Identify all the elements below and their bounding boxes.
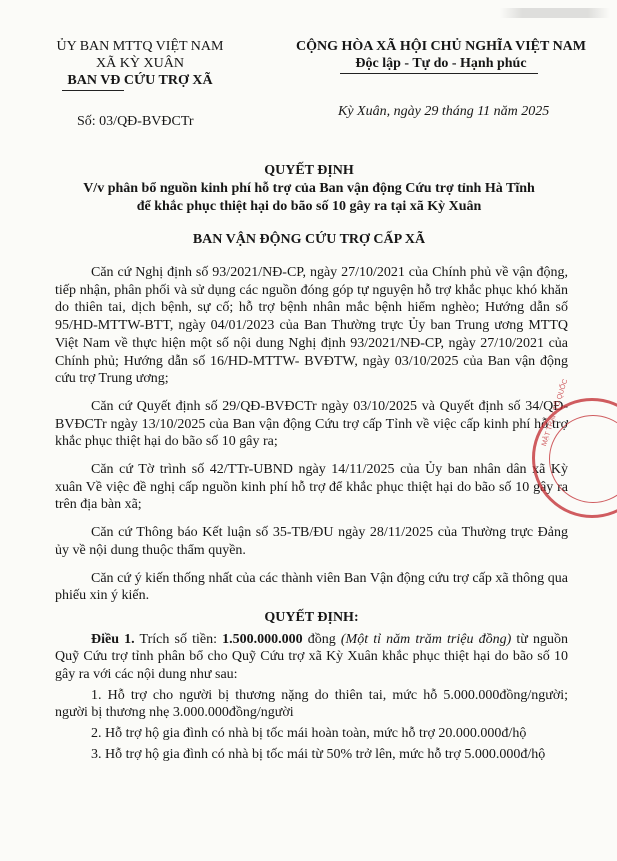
issuer-heading: BAN VẬN ĐỘNG CỨU TRỢ CẤP XÃ xyxy=(192,232,426,247)
article-1-intro: Trích số tiền: xyxy=(134,631,223,647)
motto-underline xyxy=(340,73,538,74)
issuing-agency-block xyxy=(16,38,264,89)
preamble-paragraph: Căn cứ Tờ trình số 42/TTr-UBND ngày 14/11/2025 của Ủy ban nhân dân xã Kỳ xuân Về việc đề nghị cấp nguồn kinh phí hỗ trợ để khắc phục thiệt hại do bão số 10 gây ra trên địa bàn xã; xyxy=(55,462,568,513)
support-item: 1. Hỗ trợ cho người bị thương nặng do thiên tai, mức hỗ 5.000.000đồng/người; người bị thương nhẹ 3.000.000đồng/người xyxy=(55,687,568,721)
seal-text: MẶT TRẬN TỔ QUỐC xyxy=(541,378,570,448)
document-body xyxy=(55,264,568,767)
national-motto: Độc lập - Tự do - Hạnh phúc xyxy=(355,56,527,71)
agency-name-line1: ỦY BAN MTTQ VIỆT NAM xyxy=(56,39,224,54)
title-summary-line2: để khắc phục thiệt hại do bão số 10 gây ra tại xã Kỳ Xuân xyxy=(136,199,482,214)
preamble-paragraph: Căn cứ Nghị định số 93/2021/NĐ-CP, ngày 27/10/2021 của Chính phủ về vận động, tiếp nhận, phân phối và sử dụng các nguồn đóng góp tự nguyện hỗ trợ khắc phục khó khăn do thiên tai, dịch bệnh, sự cố; hỗ trợ bệnh nhân mắc bệnh hiểm nghèo; Hướng dẫn số 95/HD-MTTW-BTT, ngày 04/01/2023 của Ban Thường trực Ủy ban Trung ương MTTQ Việt Nam về thực hiện một số nội dung Nghị định 93/2021/NĐ-CP, ngày 27/10/2021 của Chính phủ; Hướng dẫn số 16/HD-MTTW- BVĐTW, ngày 03/10/2025 của Ban vận động cứu trợ Trung ương; xyxy=(55,265,568,387)
issuing-unit: BAN VĐ CỨU TRỢ XÃ xyxy=(67,73,213,88)
agency-name-line2: XÃ KỲ XUÂN xyxy=(96,56,184,71)
article-1 xyxy=(55,631,568,684)
document-number: Số: 03/QĐ-BVĐCTr xyxy=(77,114,194,129)
article-1-amount-words: (Một tỉ năm trăm triệu đồng) xyxy=(340,631,512,647)
article-1-body: từ nguồn Quỹ Cứu trợ tỉnh phân bổ cho Quỹ Cứu trợ xã Kỳ Xuân khắc phục thiệt hại do bão số 10 gây ra với các nội dung như sau: xyxy=(55,631,569,683)
article-1-amount-unit: đồng xyxy=(302,631,341,647)
article-1-label: Điều 1. xyxy=(91,631,135,647)
decision-heading: QUYẾT ĐỊNH: xyxy=(264,609,359,625)
preamble-paragraph: Căn cứ Thông báo Kết luận số 35-TB/ĐU ngày 28/11/2025 của Thường trực Đảng ủy về nội dung thuộc thẩm quyền. xyxy=(55,525,568,558)
document-title xyxy=(26,162,592,216)
article-1-amount: 1.500.000.000 xyxy=(222,631,303,647)
seal-inner-ring xyxy=(549,415,617,503)
scan-mark xyxy=(500,8,610,18)
preamble-paragraph: Căn cứ ý kiến thống nhất của các thành viên Ban Vận động cứu trợ cấp xã thông qua phiếu xin ý kiến. xyxy=(55,570,568,604)
agency-underline xyxy=(62,90,124,91)
support-item: 3. Hỗ trợ hộ gia đình có nhà bị tốc mái từ 50% trở lên, mức hỗ trợ 5.000.000đ/hộ xyxy=(91,746,546,762)
support-item: 2. Hỗ trợ hộ gia đình có nhà bị tốc mái hoàn toàn, mức hỗ trợ 20.000.000đ/hộ xyxy=(91,726,527,742)
nation-name: CỘNG HÒA XÃ HỘI CHỦ NGHĨA VIỆT NAM xyxy=(295,39,586,54)
national-header xyxy=(276,38,606,72)
title-heading: QUYẾT ĐỊNH xyxy=(264,163,354,178)
place-and-date: Kỳ Xuân, ngày 29 tháng 11 năm 2025 xyxy=(338,104,550,119)
preamble-paragraph: Căn cứ Quyết định số 29/QĐ-BVĐCTr ngày 03/10/2025 và Quyết định số 34/QĐ-BVĐCTr ngày 13/10/2025 của Ban vận động Cứu trợ cấp Tỉnh về việc cấp kinh phí hỗ trợ khắc phục thiệt hại do bão số 10 gây ra; xyxy=(55,398,568,450)
title-summary-line1: V/v phân bổ nguồn kinh phí hỗ trợ của Ban vận động Cứu trợ tỉnh Hà Tĩnh xyxy=(83,181,535,196)
